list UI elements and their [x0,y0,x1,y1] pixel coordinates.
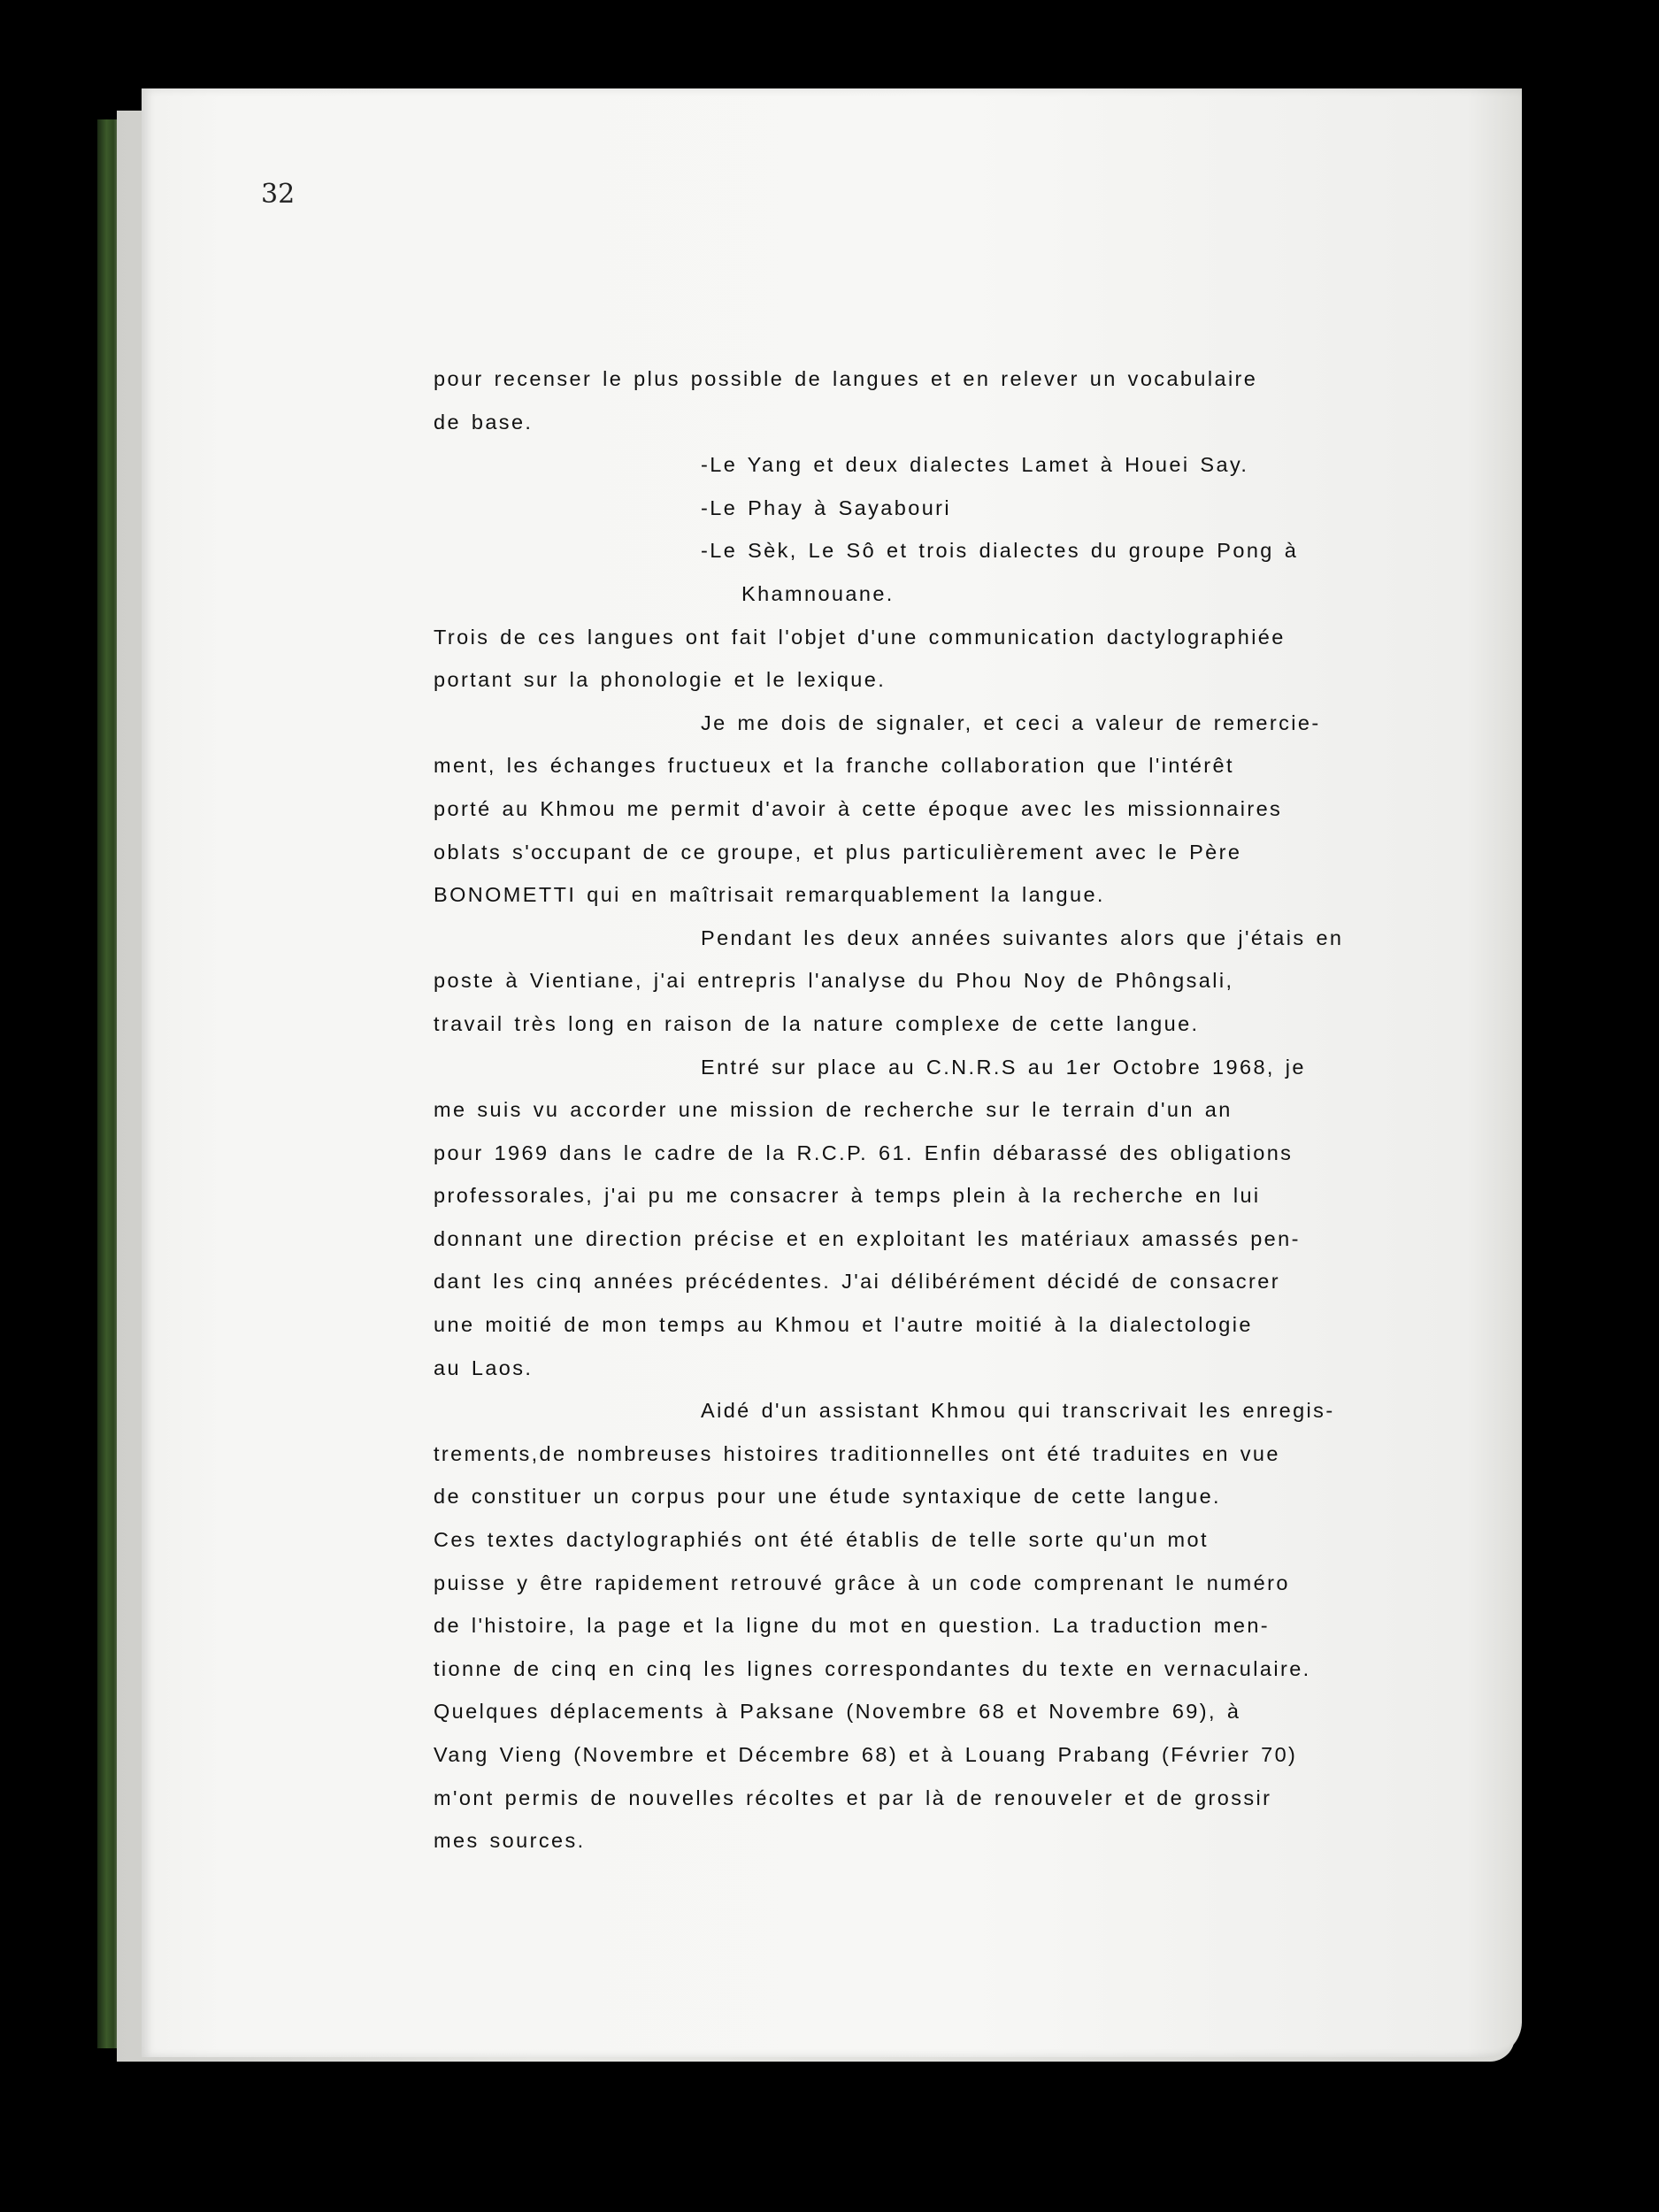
paragraph-start: Pendant les deux années suivantes alors que j'étais en [701,926,1344,949]
list-item-continuation: Khamnouane. [741,581,895,605]
text-line: une moitié de mon temps au Khmou et l'autre moitié à la dialectologie [434,1313,1253,1337]
body-text [434,363,1478,1868]
paragraph-start: Je me dois de signaler, et ceci a valeur de remercie- [701,710,1321,734]
text-line: porté au Khmou me permit d'avoir à cette époque avec les missionnaires [434,796,1283,820]
text-line: tionne de cinq en cinq les lignes correspondantes du texte en vernaculaire. [434,1656,1311,1680]
text-line: Trois de ces langues ont fait l'objet d'une communication dactylographiée [434,625,1286,649]
text-line: BONOMETTI qui en maîtrisait remarquablement la langue. [434,883,1105,907]
text-line: Ces textes dactylographiés ont été établis de telle sorte qu'un mot [434,1528,1209,1552]
text-line: donnant une direction précise et en exploitant les matériaux amassés pen- [434,1226,1301,1250]
text-line: pour 1969 dans le cadre de la R.C.P. 61. Enfin débarassé des obligations [434,1141,1294,1164]
text-line: de l'histoire, la page et la ligne du mot en question. La traduction men- [434,1614,1271,1638]
text-line: poste à Vientiane, j'ai entrepris l'analyse du Phou Noy de Phôngsali, [434,969,1234,993]
text-line: ment, les échanges fructueux et la franche collaboration que l'intérêt [434,754,1234,778]
text-line: me suis vu accorder une mission de recherche sur le terrain d'un an [434,1098,1233,1122]
text-line: trements,de nombreuses histoires traditionnelles ont été traduites en vue [434,1441,1280,1465]
text-line: de base. [434,410,534,434]
page-number: 32 [261,179,296,210]
text-line: de constituer un corpus pour une étude syntaxique de cette langue. [434,1485,1221,1509]
text-line: Vang Vieng (Novembre et Décembre 68) et à Louang Prabang (Février 70) [434,1743,1298,1766]
text-line: mes sources. [434,1829,586,1853]
text-line: pour recenser le plus possible de langues et en relever un vocabulaire [434,367,1258,390]
paragraph-start: Entré sur place au C.N.R.S au 1er Octobre 1968, je [701,1055,1306,1079]
text-line: travail très long en raison de la nature complexe de cette langue. [434,1011,1200,1035]
list-item: -Le Phay à Sayabouri [701,495,952,519]
text-line: m'ont permis de nouvelles récoltes et par là de renouveler et de grossir [434,1786,1272,1809]
list-item: -Le Yang et deux dialectes Lamet à Houei Say. [701,453,1249,477]
text-line: dant les cinq années précédentes. J'ai délibérément décidé de consacrer [434,1270,1280,1294]
text-line: professorales, j'ai pu me consacrer à temps plein à la recherche en lui [434,1184,1261,1208]
text-line: au Laos. [434,1356,534,1379]
text-line: oblats s'occupant de ce groupe, et plus particulièrement avec le Père [434,840,1242,864]
list-item: -Le Sèk, Le Sô et trois dialectes du groupe Pong à [701,539,1299,563]
text-line: puisse y être rapidement retrouvé grâce à un code comprenant le numéro [434,1571,1290,1594]
paragraph-start: Aidé d'un assistant Khmou qui transcrivait les enregis- [701,1399,1335,1423]
text-line: Quelques déplacements à Paksane (Novembre 68 et Novembre 69), à [434,1700,1241,1724]
text-line: portant sur la phonologie et le lexique. [434,668,887,692]
